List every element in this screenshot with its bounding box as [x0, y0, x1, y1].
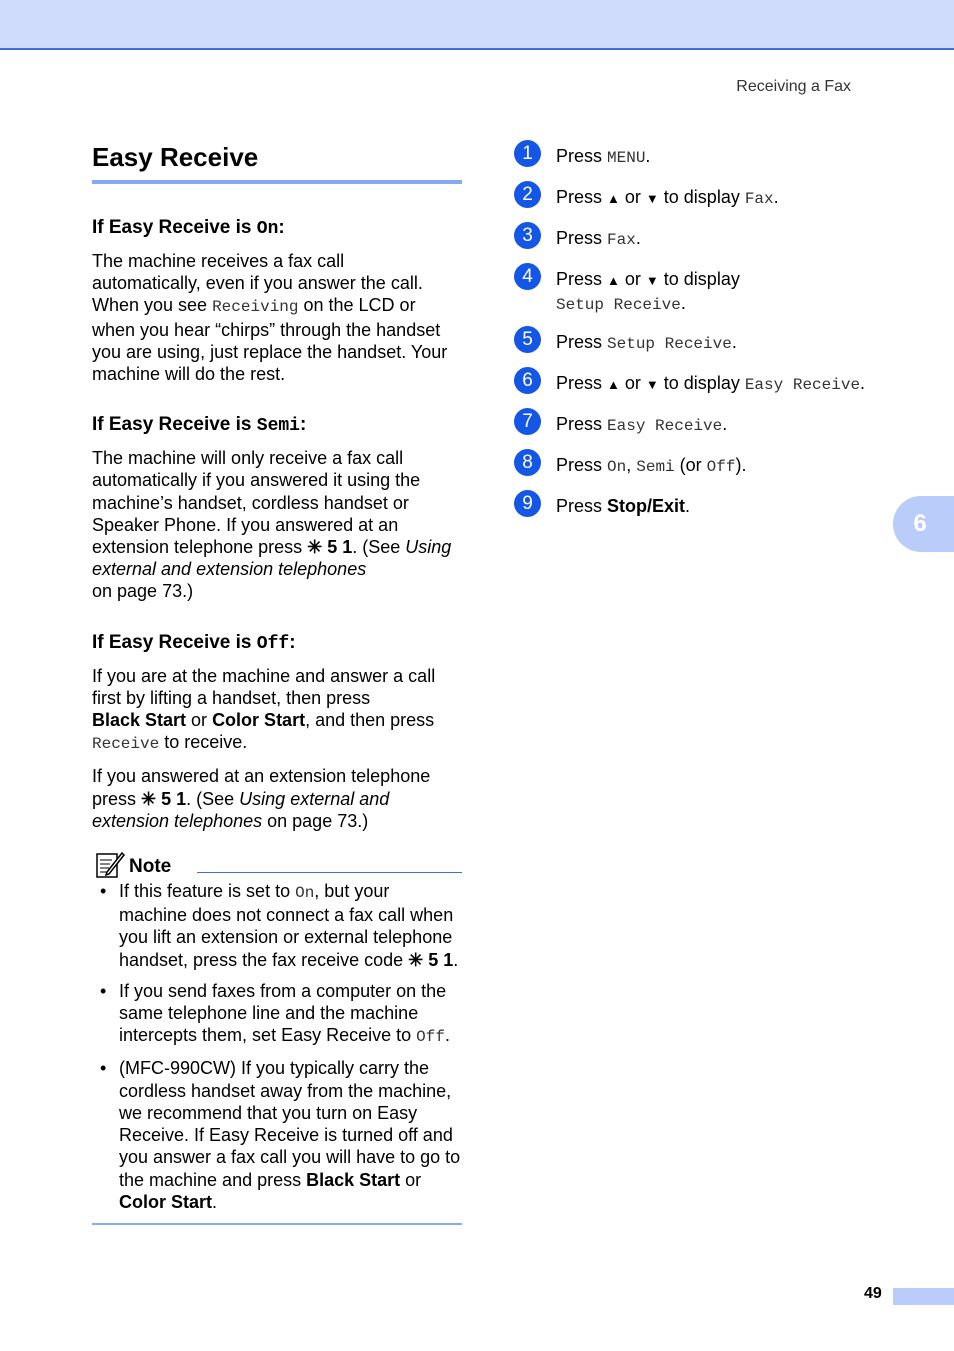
running-head: Receiving a Fax — [736, 78, 851, 95]
off-paragraph-2: If you answered at an extension telephone press ✳ 5 1. (See Using external and extension telephones on page 73.) — [92, 766, 431, 831]
step-7: 7 Press Easy Receive. — [514, 408, 914, 438]
note-label: Note — [129, 856, 172, 878]
note-list — [92, 880, 462, 1213]
step-9: 9 Press Stop/Exit. — [514, 490, 914, 520]
heading-easy-receive-off: If Easy Receive is Off: — [92, 631, 296, 654]
step-4: 4 Press ▲ or ▼ to display Setup Receive. — [514, 263, 914, 313]
page-number-bar — [893, 1288, 954, 1305]
up-arrow-icon: ▲ — [607, 273, 620, 288]
semi-paragraph: The machine will only receive a fax call automatically if you answered it using the machine’s handset, cordless handset or Speaker Phone. If you answered at an extension telephone press ✳ 5 1. (See Using external and extension telephones on page 73.) — [92, 448, 452, 602]
step-number: 7 — [514, 408, 541, 435]
up-arrow-icon: ▲ — [607, 191, 620, 206]
note-end-rule — [92, 1223, 462, 1225]
note-header — [92, 850, 462, 880]
step-number: 8 — [514, 449, 541, 476]
step-number: 4 — [514, 263, 541, 290]
note-rule — [197, 872, 462, 873]
heading-easy-receive-on: If Easy Receive is On: — [92, 217, 285, 239]
page-number: 49 — [864, 1285, 882, 1302]
step-8: 8 Press On, Semi (or Off). — [514, 449, 914, 479]
step-number: 6 — [514, 367, 541, 394]
step-number: 2 — [514, 181, 541, 208]
step-number: 9 — [514, 490, 541, 517]
section-title: Easy Receive — [92, 140, 462, 184]
step-3: 3 Press Fax. — [514, 222, 914, 252]
note-item: • If you send faxes from a computer on the same telephone line and the machine intercepts them, set Easy Receive to Off. — [100, 980, 450, 1047]
off-paragraph-1: If you are at the machine and answer a call first by lifting a handset, then press Black Start or Color Start, and then press Receive to receive. — [92, 665, 436, 754]
step-1: 1 Press MENU. — [514, 140, 914, 170]
down-arrow-icon: ▼ — [645, 191, 659, 206]
heading-easy-receive-semi: If Easy Receive is Semi: — [92, 414, 307, 437]
left-column — [92, 140, 462, 1225]
step-6: 6 Press ▲ or ▼ to display Easy Receive. — [514, 367, 914, 397]
step-2: 2 Press ▲ or ▼ to display Fax. — [514, 181, 914, 211]
chapter-tab: 6 — [893, 496, 954, 552]
step-5: 5 Press Setup Receive. — [514, 326, 914, 356]
header-band — [0, 0, 954, 50]
step-number: 5 — [514, 326, 541, 353]
up-arrow-icon: ▲ — [607, 377, 620, 392]
on-paragraph: The machine receives a fax call automatically, even if you answer the call. When you see Receiving on the LCD or when you hear “chirps” through the handset you are using, just replace the handset. Your machine will do the rest. — [92, 251, 448, 385]
step-number: 1 — [514, 140, 541, 167]
note-item: • (MFC-990CW) If you typically carry the cordless handset away from the machine, we recommend that you turn on Easy Receive. If Easy Receive is turned off and you answer a fax call you will have to go to the machine and press Black Start or Color Start. — [100, 1058, 461, 1212]
note-item: • If this feature is set to On, but your machine does not connect a fax call when you lift an extension or external telephone handset, press the fax receive code ✳ 5 1. — [100, 881, 459, 970]
step-number: 3 — [514, 222, 541, 249]
down-arrow-icon: ▼ — [645, 377, 659, 392]
note-pencil-icon — [95, 850, 125, 880]
down-arrow-icon: ▼ — [645, 273, 659, 288]
